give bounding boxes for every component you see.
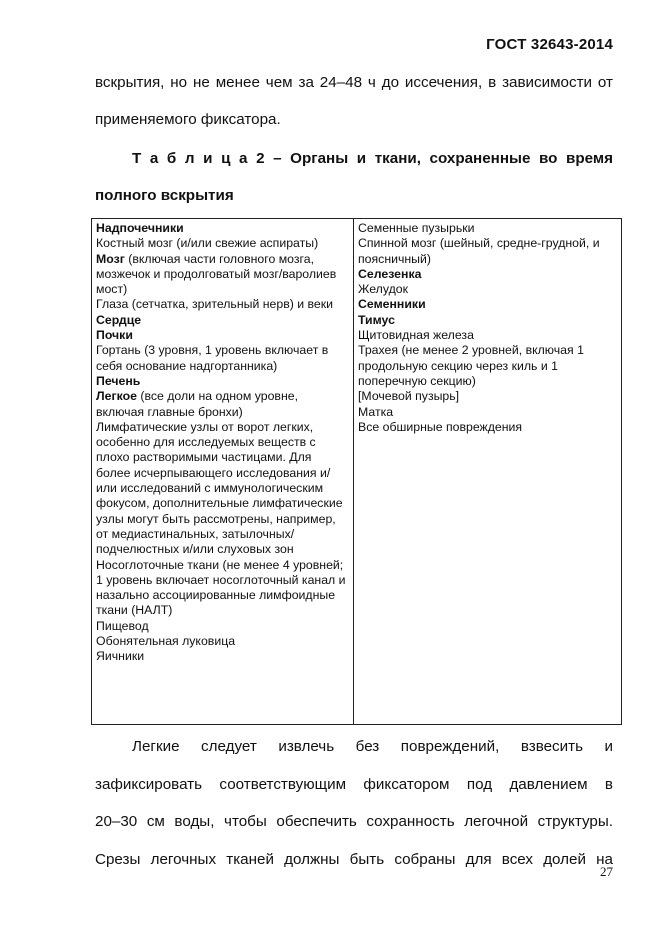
table-item-text: Гортань (3 уровня, 1 уровень включает в себя основание надгортанника) [96, 343, 329, 373]
table-item-text: Пищевод [96, 618, 149, 633]
table-item-text: Обонятельная луковица [96, 634, 236, 649]
standard-number: ГОСТ 32643-2014 [486, 36, 613, 53]
table-item-text: Семенные пузырьки [358, 221, 475, 235]
table-item-text: (все доли на одном уровне, включая главные бронхи) [96, 389, 299, 419]
table-item [358, 328, 616, 343]
table-item-text: Глаза (сетчатка, зрительный нерв) и веки [96, 297, 334, 312]
table-item-bold: Селезенка [358, 266, 422, 281]
table-item-text: Спинной мозг (шейный, средне-грудной, и поясничный) [358, 236, 600, 266]
table-item-text: Трахея (не менее 2 уровней, включая 1 продольную секцию через киль и 1 поперечную секцию) [358, 343, 584, 388]
table-item-text: Желудок [358, 282, 408, 297]
table-item [358, 236, 616, 267]
table-item [358, 267, 616, 282]
table-item [96, 619, 348, 634]
body-line: Легкие следует извлечь без повреждений, взвесить и [132, 738, 613, 755]
table-item [358, 420, 616, 435]
table-item-bold: Сердце [96, 312, 142, 327]
page-number: 27 [600, 864, 613, 879]
table-item-text: (включая части головного мозга, мозжечок и продолговатый мозг/варолиев мост) [96, 251, 337, 297]
table-item-text: Костный мозг (и/или свежие аспираты) [96, 236, 319, 251]
table-item-bold: Мозг [96, 251, 125, 266]
table-item-bold: Тимус [358, 312, 395, 327]
table-item [96, 343, 348, 374]
table-item-bold: Печень [96, 373, 141, 388]
table-item-bold: Почки [96, 328, 133, 343]
table-item [96, 634, 348, 649]
table-caption-line: Т а б л и ц а 2 – Органы и ткани, сохраненные во время [132, 150, 613, 167]
table-left-column [92, 219, 354, 724]
organs-table [91, 218, 622, 725]
table-item-bold: Семенники [358, 297, 426, 312]
table-item-text: [Мочевой пузырь] [358, 389, 460, 404]
table-item-text: Лимфатические узлы от ворот легких, особенно для исследуемых веществ с плохо растворимыми частицами. Для более исчерпывающего исследования и/или исследований с иммунологическим фокусом, дополнительные лимфатические узлы могут быть рассмотрены, например, от медиастинальных, затылочных/подчелюстных и/или слуховых зон [96, 419, 343, 557]
table-item [358, 343, 616, 389]
intro-line: применяемого фиксатора. [95, 111, 281, 128]
table-item [358, 297, 616, 312]
table-item [96, 221, 348, 236]
intro-line: вскрытия, но не менее чем за 24–48 ч до иссечения, в зависимости от [95, 74, 613, 91]
body-paragraph [95, 728, 613, 878]
table-item-bold: Легкое [96, 389, 137, 404]
body-line: зафиксировать соответствующим фиксатором под давлением в [95, 775, 613, 793]
table-item [358, 405, 616, 420]
table-item-text: Яичники [96, 649, 145, 664]
table-item [96, 252, 348, 298]
table-item [96, 420, 348, 558]
table-item [96, 313, 348, 328]
table-item [358, 221, 616, 236]
table-item [96, 389, 348, 420]
table-item [96, 558, 348, 619]
intro-paragraph [95, 64, 613, 138]
table-item-text: Матка [358, 404, 394, 419]
table-item-text: Все обширные повреждения [358, 419, 523, 434]
body-line: 20–30 см воды, чтобы обеспечить сохранность легочной структуры. [95, 813, 613, 830]
table-item [96, 328, 348, 343]
body-line: Срезы легочных тканей должны быть собраны для всех долей на [95, 850, 613, 868]
table-caption-line: полного вскрытия [95, 187, 234, 204]
table-item [96, 649, 348, 664]
table-item [96, 236, 348, 251]
table-item [358, 282, 616, 297]
table-item-bold: Надпочечники [96, 221, 184, 235]
table-item-text: Щитовидная железа [358, 328, 474, 343]
table-right-column [354, 219, 621, 724]
table-item [96, 374, 348, 389]
table-item-text: Носоглоточные ткани (не менее 4 уровней; 1 уровень включает носоглоточный канал и назально ассоциированные лимфоидные ткани (НАЛТ) [96, 557, 346, 618]
table-item [358, 389, 616, 404]
table-caption [95, 140, 613, 214]
table-item [358, 313, 616, 328]
table-item [96, 297, 348, 312]
